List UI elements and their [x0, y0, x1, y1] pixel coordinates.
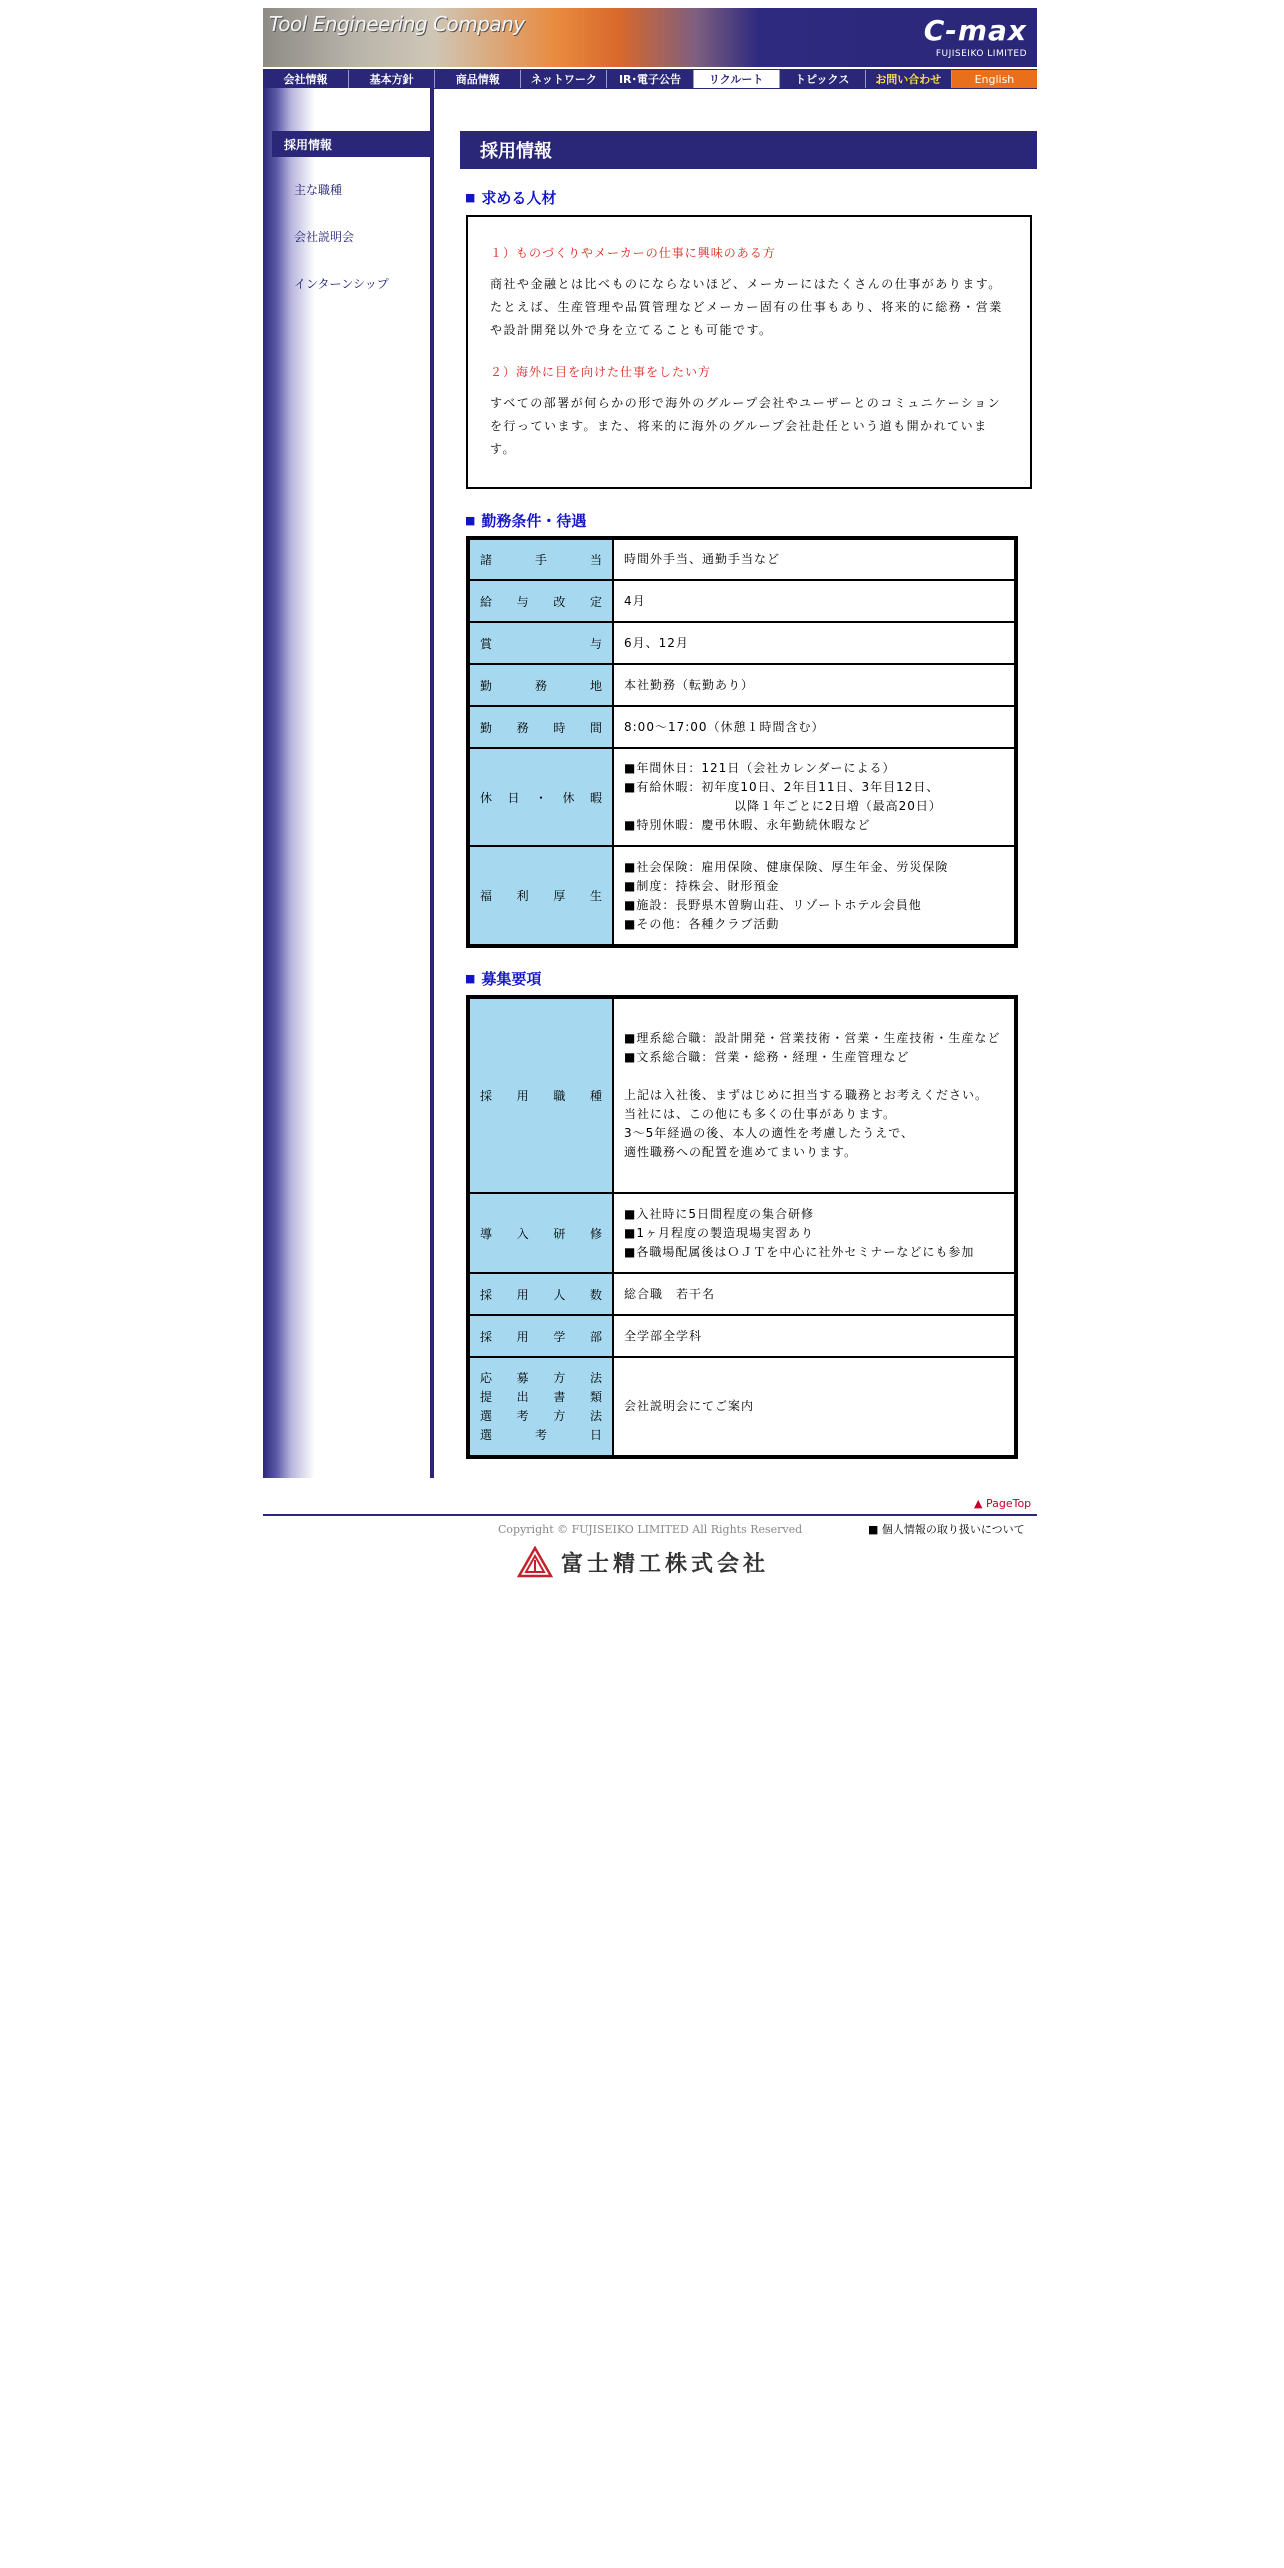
- value-line: 以降１年ごとに2日増（最高20日）: [734, 799, 942, 813]
- label-char: 務: [534, 678, 547, 693]
- pagetop-link[interactable]: [974, 1497, 1031, 1510]
- label-char: 休: [562, 790, 575, 805]
- label-char: 方: [553, 1408, 566, 1423]
- value-line: 適性職務への配置を進めてまいります。: [624, 1145, 858, 1159]
- value-line: ■社会保険：雇用保険、健康保険、厚生年金、労災保険: [624, 859, 949, 874]
- table-value-cell: [613, 997, 1016, 1193]
- table-row: [468, 1273, 1016, 1315]
- tagline: Tool Engineering Company: [269, 12, 525, 36]
- table-row: [468, 846, 1016, 946]
- label-char: 類: [589, 1389, 602, 1404]
- triangle-up-icon: ▲: [974, 1497, 983, 1510]
- table-value-cell: 総合職 若干名: [613, 1273, 1016, 1315]
- table-row: [468, 1315, 1016, 1357]
- brand-logo: C-max: [923, 14, 1027, 47]
- wanted-item-title: １）ものづくりやメーカーの仕事に興味のある方: [490, 246, 776, 260]
- table-row: [468, 538, 1016, 580]
- label-char: 定: [589, 594, 602, 609]
- label-char: 人: [553, 1287, 566, 1302]
- table-label: [480, 719, 602, 736]
- value-line-blank: [624, 1067, 1004, 1086]
- label-char: 採: [480, 1329, 493, 1344]
- value-line: 3～5年経過の後、本人の適性を考慮したうえで、: [624, 1126, 915, 1140]
- table-row: [468, 1357, 1016, 1457]
- table-label-cell: [468, 1273, 613, 1315]
- label-char: 選: [480, 1408, 493, 1423]
- table-label: [480, 677, 602, 694]
- label-char: 務: [516, 720, 529, 735]
- table-value-cell: 8:00～17:00（休憩１時間含む）: [613, 706, 1016, 748]
- label-char: 当: [589, 553, 602, 567]
- label-char: 法: [589, 1370, 602, 1385]
- label-char: 部: [589, 1329, 602, 1344]
- table-label: [480, 1328, 602, 1345]
- label-char: 入: [516, 1226, 529, 1241]
- table-label-cell: [468, 622, 613, 664]
- label-char: 導: [480, 1226, 493, 1241]
- wanted-item-title: ２）海外に目を向けた仕事をしたい方: [490, 365, 712, 379]
- label-char: 厚: [553, 889, 566, 903]
- label-char: 学: [553, 1329, 566, 1344]
- label-char: 種: [589, 1089, 602, 1103]
- section-heading-text: 求める人材: [481, 189, 557, 207]
- label-char: 選: [480, 1427, 493, 1442]
- label-char: 給: [480, 594, 493, 609]
- table-label: [480, 887, 602, 904]
- table-label: [480, 1369, 602, 1388]
- nav-tab-network[interactable]: ネットワーク: [521, 70, 607, 88]
- label-char: 方: [553, 1370, 566, 1385]
- section-heading-recruitment: [465, 968, 541, 989]
- table-row: [468, 664, 1016, 706]
- label-char: 間: [589, 720, 602, 735]
- label-char: 提: [480, 1389, 493, 1404]
- value-line: 上記は入社後、まずはじめに担当する職務とお考えください。: [624, 1088, 989, 1102]
- nav-tab-topics[interactable]: トピックス: [780, 70, 866, 88]
- label-char: 研: [553, 1226, 566, 1241]
- table-value-cell: 4月: [613, 580, 1016, 622]
- nav-tab-ir[interactable]: IR･電子公告: [607, 70, 693, 88]
- label-char: 勤: [480, 720, 493, 735]
- nav-tab-contact[interactable]: お問い合わせ: [866, 70, 952, 88]
- company-en-name: FUJISEIKO LIMITED: [935, 49, 1027, 59]
- square-bullet-icon: ■: [465, 514, 476, 527]
- table-row: [468, 580, 1016, 622]
- label-char: 与: [516, 594, 529, 609]
- table-label: [480, 1407, 602, 1426]
- label-char: 考: [534, 1427, 547, 1442]
- wanted-item-body: 商社や金融とは比べものにならないほど、メーカーにはたくさんの仕事があります。たとえば、生産管理や品質管理などメーカー固有の仕事もあり、将来的に総務・営業や設計開発以外で身を立てることも可能です。: [490, 277, 1003, 337]
- privacy-link[interactable]: [868, 1521, 1025, 1537]
- label-char: 時: [553, 720, 566, 735]
- table-label-cell: [468, 1357, 613, 1457]
- site-header-banner[interactable]: [263, 8, 1037, 67]
- table-label: [480, 593, 602, 610]
- pagetop-label: PageTop: [985, 1497, 1032, 1510]
- label-char: 日: [507, 790, 520, 805]
- nav-tab-products[interactable]: 商品情報: [435, 70, 521, 88]
- label-char: 法: [589, 1408, 602, 1423]
- sidebar-heading[interactable]: 採用情報: [272, 131, 430, 157]
- table-label-cell: [468, 748, 613, 846]
- wanted-item-body: すべての部署が何らかの形で海外のグループ会社やユーザーとのコミュニケーションを行っています。また、将来的に海外のグループ会社赴任という道も開かれています。: [490, 396, 1002, 456]
- label-char: 休: [480, 790, 493, 805]
- table-value-cell: 本社勤務（転勤あり）: [613, 664, 1016, 706]
- label-char: 採: [480, 1089, 493, 1103]
- table-row: [468, 706, 1016, 748]
- section-heading-conditions: [465, 510, 586, 531]
- privacy-label: 個人情報の取り扱いについて: [881, 1523, 1025, 1536]
- section-heading-text: 募集要項: [481, 970, 542, 988]
- table-value-cell: 時間外手当、通勤手当など: [613, 538, 1016, 580]
- value-line: ■文系総合職：営業・総務・経理・生産管理など: [624, 1050, 910, 1064]
- main-nav: [263, 69, 1037, 89]
- label-char: 諸: [480, 553, 493, 567]
- page-title: 採用情報: [460, 131, 1037, 169]
- footer-divider: [263, 1514, 1037, 1516]
- table-label-cell: [468, 846, 613, 946]
- table-label-cell: [468, 1193, 613, 1273]
- value-line: ■各職場配属後はＯＪＴを中心に社外セミナーなどにも参加: [624, 1244, 975, 1259]
- table-label: [480, 1426, 602, 1445]
- table-row: [468, 622, 1016, 664]
- table-label-cell: [468, 1315, 613, 1357]
- table-value-cell: 6月、12月: [613, 622, 1016, 664]
- square-bullet-icon: ■: [868, 1523, 879, 1536]
- label-char: 募: [516, 1370, 529, 1385]
- table-value-cell: [613, 748, 1016, 846]
- table-value-cell: [613, 1193, 1016, 1273]
- label-char: 出: [516, 1389, 529, 1404]
- label-char: 書: [553, 1389, 566, 1404]
- table-label-cell: [468, 706, 613, 748]
- label-char: 手: [534, 553, 547, 567]
- square-bullet-icon: ■: [465, 972, 476, 985]
- table-label: [480, 789, 602, 806]
- label-char: 数: [589, 1287, 602, 1302]
- table-label: [480, 1388, 602, 1407]
- label-char: 勤: [480, 678, 493, 693]
- table-label-cell: [468, 538, 613, 580]
- copyright: Copyright © FUJISEIKO LIMITED All Rights Reserved: [498, 1523, 803, 1536]
- table-row: [468, 748, 1016, 846]
- table-label: [480, 1286, 602, 1303]
- value-line: ■制度：持株会、財形預金: [624, 878, 780, 893]
- table-row: [468, 997, 1016, 1193]
- table-value-cell: 全学部全学科: [613, 1315, 1016, 1357]
- table-label: [480, 635, 602, 652]
- label-char: 賞: [480, 636, 493, 651]
- nav-tab-english[interactable]: English: [952, 70, 1037, 88]
- nav-tab-policy[interactable]: 基本方針: [349, 70, 435, 88]
- table-label-cell: [468, 664, 613, 706]
- table-row: [468, 1193, 1016, 1273]
- wanted-box: [466, 215, 1032, 489]
- value-line: ■有給休暇：初年度10日、2年目11日、3年目12日、: [624, 780, 940, 794]
- label-char: 生: [589, 889, 602, 903]
- value-line: ■施設：長野県木曽駒山荘、リゾートホテル会員他: [624, 897, 922, 912]
- sidebar-item-internship[interactable]: インターンシップ: [294, 277, 389, 291]
- square-bullet-icon: ■: [465, 191, 476, 204]
- table-value-cell: 会社説明会にてご案内: [613, 1357, 1016, 1457]
- value-line: ■入社時に5日間程度の集合研修: [624, 1206, 814, 1221]
- sidebar: [263, 88, 433, 1478]
- label-char: 用: [516, 1287, 529, 1302]
- recruitment-table: [466, 995, 1018, 1459]
- value-line: ■1ヶ月程度の製造現場実習あり: [624, 1225, 814, 1240]
- company-jp-name: 富士精工株式会社: [561, 1551, 770, 1577]
- label-char: 用: [516, 1329, 529, 1344]
- label-char: 改: [553, 594, 566, 609]
- nav-tab-company[interactable]: 会社情報: [263, 70, 349, 88]
- label-char: ・: [534, 790, 547, 805]
- label-char: 修: [589, 1226, 602, 1241]
- label-char: 採: [480, 1287, 493, 1302]
- conditions-table: [466, 536, 1018, 948]
- table-label-cell: [468, 580, 613, 622]
- value-line: 当社には、この他にも多くの仕事があります。: [624, 1107, 897, 1121]
- value-line: ■年間休日：121日（会社カレンダーによる）: [624, 761, 896, 775]
- sidebar-item-job-types[interactable]: 主な職種: [294, 183, 343, 197]
- table-value-cell: [613, 846, 1016, 946]
- label-char: 職: [553, 1089, 566, 1103]
- label-char: 利: [516, 889, 529, 903]
- label-char: 暇: [589, 790, 602, 805]
- label-char: 地: [589, 678, 602, 693]
- label-char: 日: [589, 1427, 602, 1442]
- table-label: [480, 1087, 602, 1104]
- label-char: 用: [516, 1089, 529, 1103]
- fujiseiko-mark-icon: [517, 1546, 553, 1578]
- value-line: ■特別休暇：慶弔休暇、永年勤続休暇など: [624, 818, 871, 832]
- table-label-cell: [468, 997, 613, 1193]
- value-line: ■理系総合職：設計開発・営業技術・営業・生産技術・生産など: [624, 1031, 1001, 1045]
- company-logo[interactable]: [517, 1546, 769, 1578]
- label-char: 考: [516, 1408, 529, 1423]
- section-heading-wanted: [465, 187, 556, 208]
- sidebar-divider: [430, 88, 434, 1478]
- table-label: [480, 551, 602, 568]
- nav-tab-recruit[interactable]: リクルート: [694, 70, 780, 88]
- table-label: [480, 1225, 602, 1242]
- label-char: 応: [480, 1370, 493, 1385]
- label-char: 福: [480, 889, 493, 903]
- value-line: ■その他：各種クラブ活動: [624, 916, 780, 931]
- section-heading-text: 勤務条件・待遇: [481, 512, 587, 530]
- label-char: 与: [589, 636, 602, 651]
- sidebar-item-info-session[interactable]: 会社説明会: [294, 230, 355, 244]
